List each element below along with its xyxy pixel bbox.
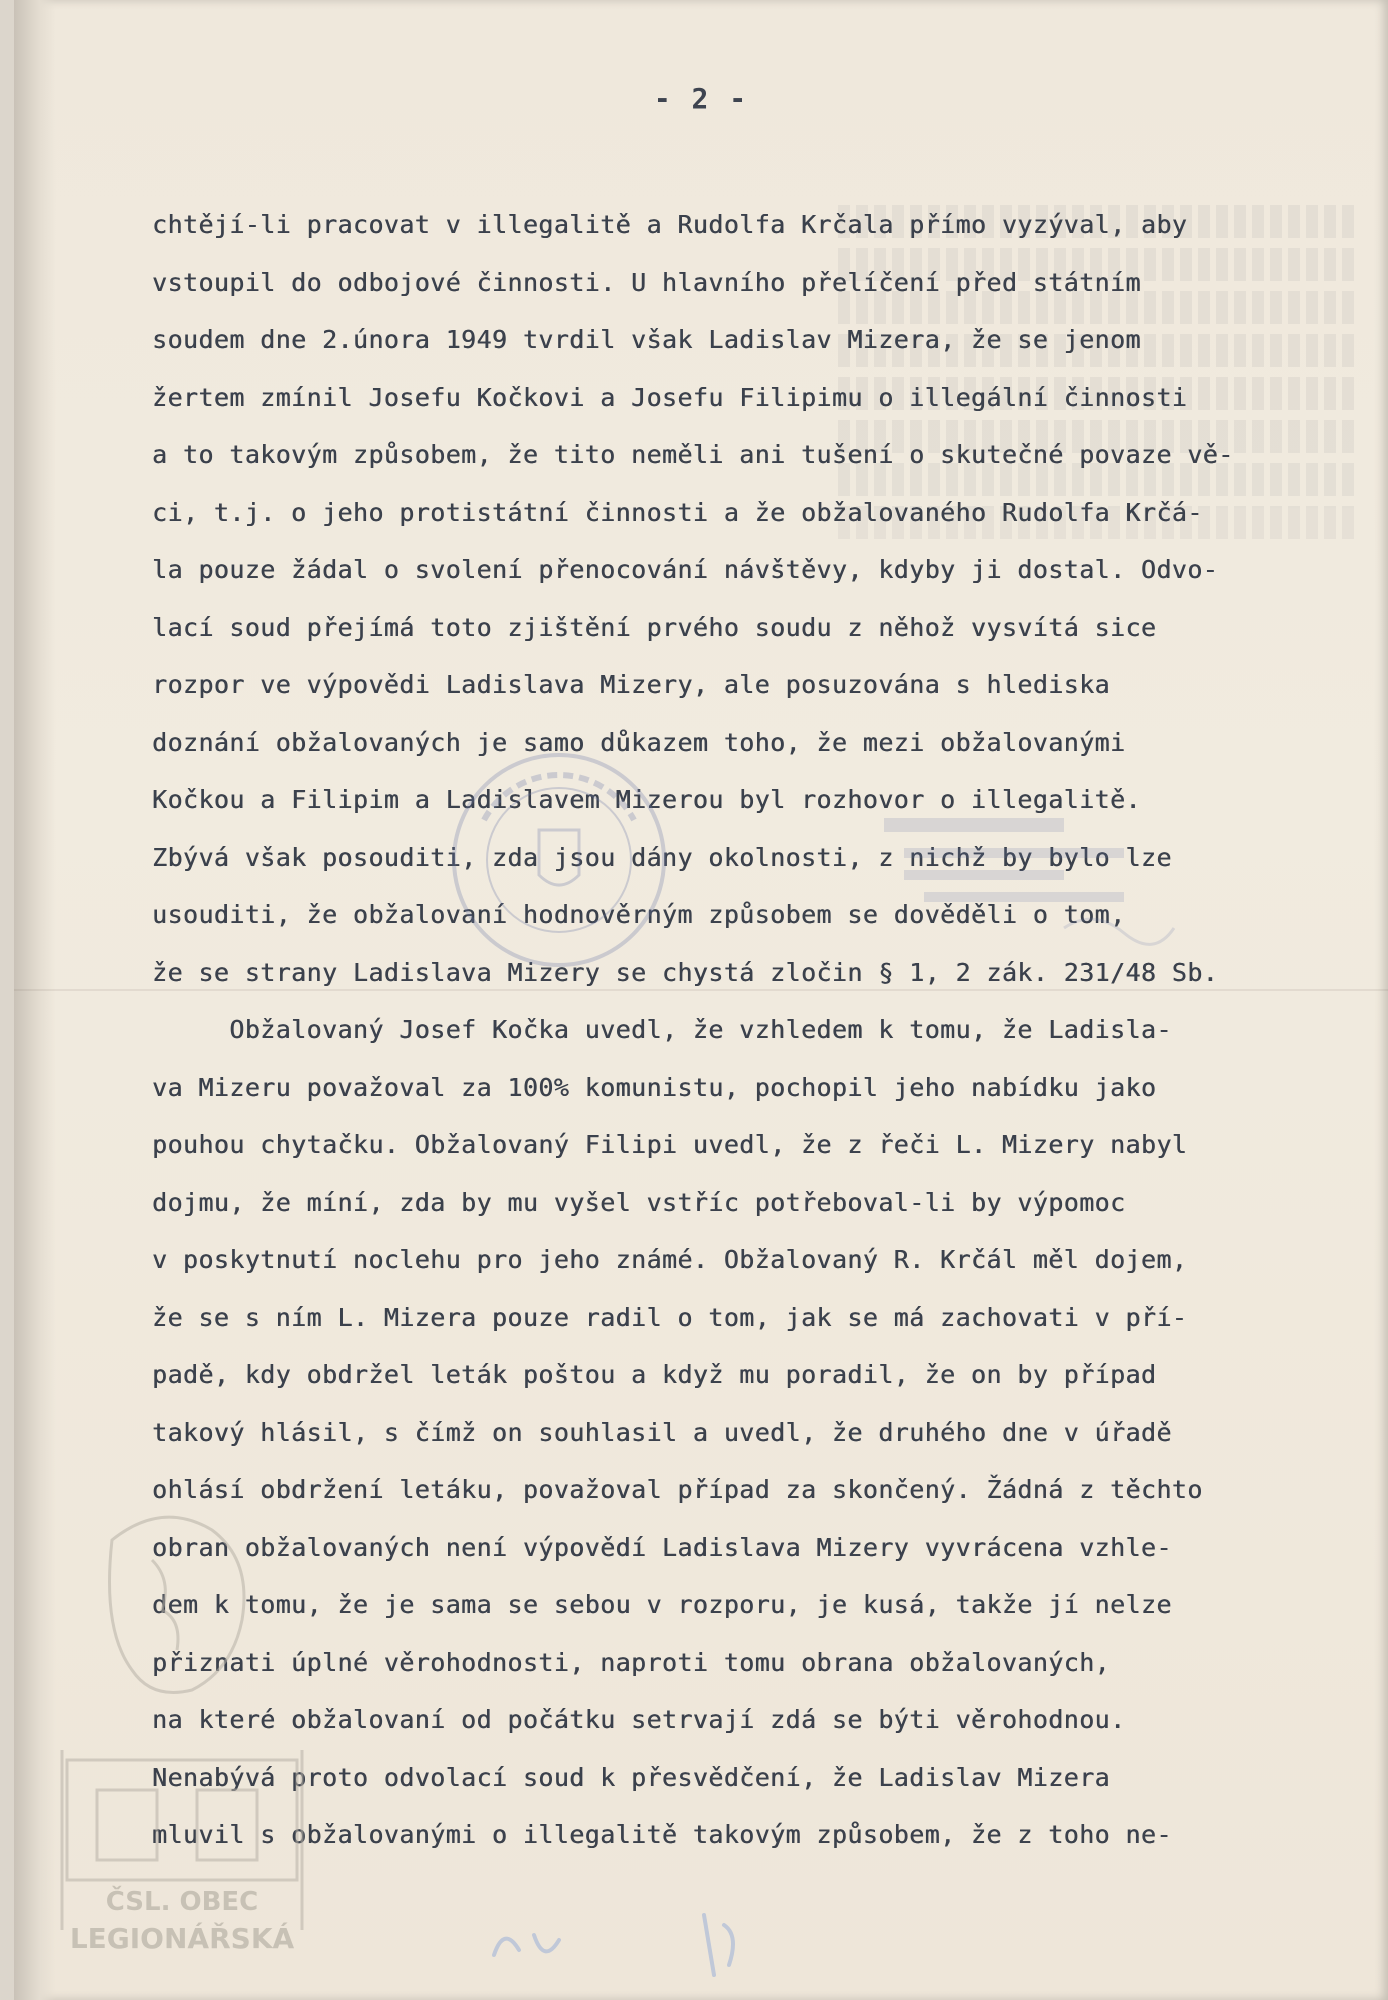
text-line: usouditi, že obžalovaní hodnověrným způsobem se dověděli o tom, <box>152 900 1126 929</box>
text-line: Kočkou a Filipim a Ladislavem Mizerou byl rozhovor o illegalitě. <box>152 785 1141 814</box>
text-line: la pouze žádal o svolení přenocování návštěvy, kdyby ji dostal. Odvo- <box>152 555 1219 584</box>
text-line: v poskytnutí noclehu pro jeho známé. Obžalovaný R. Krčál měl dojem, <box>152 1245 1188 1274</box>
text-line: rozpor ve výpovědi Ladislava Mizery, ale posuzována s hlediska <box>152 670 1110 699</box>
text-line: ohlásí obdržení letáku, považoval případ za skončený. Žádná z těchto <box>152 1475 1203 1504</box>
text-line: soudem dne 2.února 1949 tvrdil však Ladislav Mizera, že se jenom <box>152 325 1141 354</box>
text-line: obran obžalovaných není výpovědí Ladislava Mizery vyvrácena vzhle- <box>152 1532 1172 1562</box>
text-line: doznání obžalovaných je samo důkazem toho, že mezi obžalovanými <box>152 727 1126 757</box>
document-page <box>14 0 1388 2000</box>
text-line: mluvil s obžalovanými o illegalitě takovým způsobem, že z toho ne- <box>152 1820 1172 1849</box>
text-line: lací soud přejímá toto zjištění prvého soudu z něhož vysvítá sice <box>152 612 1157 642</box>
text-line: na které obžalovaní od počátku setrvají zdá se býti věrohodnou. <box>152 1705 1126 1734</box>
legion-logo-watermark <box>42 1500 332 1960</box>
text-line: chtějí-li pracovat v illegalitě a Rudolfa Krčala přímo vyzýval, aby <box>152 210 1188 239</box>
text-line: Obžalovaný Josef Kočka uvedl, že vzhledem k tomu, že Ladisla- <box>152 1015 1172 1044</box>
handwritten-annotation <box>474 1895 754 1985</box>
text-line: Zbývá však posouditi, zda jsou dány okolnosti, z nichž by bylo lze <box>152 842 1172 872</box>
page-number: - 2 - <box>653 82 749 115</box>
watermark-text-line2: LEGIONÁŘSKÁ <box>69 1922 295 1955</box>
text-line: a to takovým způsobem, že tito neměli ani tušení o skutečné povaze vě- <box>152 440 1234 469</box>
text-line: Nenabývá proto odvolací soud k přesvědčení, že Ladislav Mizera <box>152 1762 1110 1792</box>
text-line: žertem zmínil Josefu Kočkovi a Josefu Filipimu o illegální činnosti <box>152 382 1188 412</box>
text-line: že se strany Ladislava Mizery se chystá zločin § 1, 2 zák. 231/48 Sb. <box>152 957 1219 987</box>
text-line: ci, t.j. o jeho protistátní činnosti a že obžalovaného Rudolfa Krčá- <box>152 497 1203 527</box>
text-line: dem k tomu, že je sama se sebou v rozporu, je kusá, takže jí nelze <box>152 1590 1172 1619</box>
text-line: dojmu, že míní, zda by mu vyšel vstříc potřeboval-li by výpomoc <box>152 1187 1126 1217</box>
text-line: takový hlásil, s čímž on souhlasil a uvedl, že druhého dne v úřadě <box>152 1417 1172 1447</box>
text-line: že se s ním L. Mizera pouze radil o tom, jak se má zachovati v pří- <box>152 1302 1188 1332</box>
watermark-text-line1: ČSL. OBEC <box>105 1887 259 1917</box>
text-line: vstoupil do odbojové činnosti. U hlavního přelíčení před státním <box>152 267 1141 297</box>
text-line: pouhou chytačku. Obžalovaný Filipi uvedl, že z řeči L. Mizery nabyl <box>152 1130 1188 1159</box>
court-seal-stamp <box>444 745 674 975</box>
text-line: va Mizeru považoval za 100% komunistu, pochopil jeho nabídku jako <box>152 1072 1157 1102</box>
typewritten-text <box>152 196 1372 1864</box>
text-line: padě, kdy obdržel leták poštou a když mu poradil, že on by případ <box>152 1360 1157 1389</box>
text-line: přiznati úplné věrohodnosti, naproti tomu obrana obžalovaných, <box>152 1647 1110 1677</box>
certification-stamp <box>864 808 1194 968</box>
